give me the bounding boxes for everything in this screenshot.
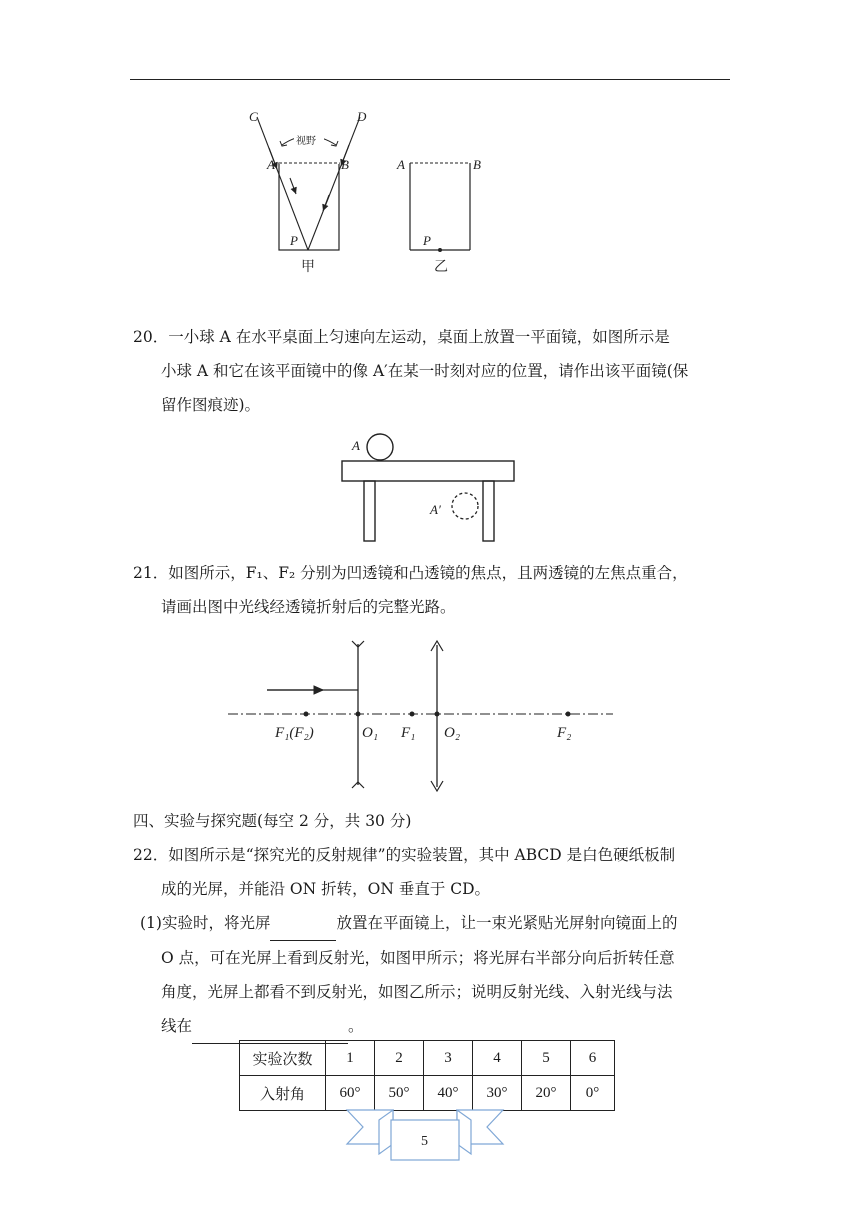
q22-line-2: 成的光屏，并能沿 ON 折转，ON 垂直于 CD。 <box>161 880 491 898</box>
label-ball-a: A <box>352 438 360 453</box>
table-cell: 3 <box>424 1041 473 1076</box>
table-cell: 2 <box>375 1041 424 1076</box>
label-ball-image: A′ <box>430 502 441 517</box>
label-p-jia: P <box>290 233 298 248</box>
figure-field-of-view <box>240 105 500 285</box>
table-cell: 0° <box>571 1076 615 1111</box>
ball-image <box>452 493 478 519</box>
q22-part-1 <box>140 906 740 1044</box>
field-of-view-label: 视野 <box>296 136 316 147</box>
table-cell: 30° <box>473 1076 522 1111</box>
question-22 <box>133 838 733 906</box>
q21-line-1: 21．如图所示，F₁、F₂ 分别为凹透镜和凸透镜的焦点，且两透镜的左焦点重合， <box>133 564 688 582</box>
answer-blank-1[interactable] <box>270 906 336 941</box>
incidence-angle-table <box>239 1040 615 1111</box>
label-a-jia: A <box>267 157 275 172</box>
q20-line-3: 留作图痕迹)。 <box>161 396 261 414</box>
table-row <box>240 1041 615 1076</box>
question-21 <box>133 556 733 624</box>
label-a-yi: A <box>397 157 405 172</box>
q22-part1-line-3: 角度，光屏上都看不到反射光，如图乙所示；说明反射光线、入射光线与法 <box>161 983 673 1001</box>
label-p-yi: P <box>423 233 431 248</box>
label-o2: O₂ <box>444 725 461 741</box>
q20-line-1: 20．一小球 A 在水平桌面上匀速向左运动，桌面上放置一平面镜，如图所示是 <box>133 328 670 346</box>
table-cell: 60° <box>326 1076 375 1111</box>
answer-blank-2[interactable] <box>192 1009 348 1044</box>
table-cell: 40° <box>424 1076 473 1111</box>
q22-part1-prefix: (1)实验时，将光屏 <box>140 914 271 932</box>
q21-line-2: 请画出图中光线经透镜折射后的完整光路。 <box>161 598 456 616</box>
q22-part1-line4-prefix: 线在 <box>161 1017 193 1035</box>
label-f2: F₂ <box>557 725 572 741</box>
q22-part1-line-2: O 点，可在光屏上看到反射光，如图甲所示；将光屏右半部分向后折转任意 <box>161 949 675 967</box>
box-jia <box>279 163 339 250</box>
table-cell: 5 <box>522 1041 571 1076</box>
caption-jia: 甲 <box>301 259 315 275</box>
table-cell: 20° <box>522 1076 571 1111</box>
page-number: 5 <box>421 1134 428 1149</box>
label-b-yi: B <box>473 157 481 172</box>
label-f1: F₁ <box>401 725 416 741</box>
label-d: D <box>357 109 367 124</box>
label-b-jia: B <box>341 157 349 172</box>
label-f1f2: F₁(F₂) <box>275 725 314 741</box>
figure-table-ball <box>330 425 530 550</box>
caption-yi: 乙 <box>434 259 448 275</box>
question-20 <box>133 320 733 422</box>
table-cell: 实验次数 <box>240 1041 326 1076</box>
table-cell: 6 <box>571 1041 615 1076</box>
table-cell: 1 <box>326 1041 375 1076</box>
label-o1: O₁ <box>362 725 379 741</box>
q22-part1-line4-suffix: 。 <box>348 1017 364 1035</box>
figure-lenses <box>225 635 620 795</box>
page-number-ribbon <box>345 1104 505 1168</box>
label-c: C <box>249 109 258 124</box>
table-cell: 4 <box>473 1041 522 1076</box>
table-cell: 入射角 <box>240 1076 326 1111</box>
q22-part1-after-blank: 放置在平面镜上，让一束光紧贴光屏射向镜面上的 <box>336 914 678 932</box>
ball-a <box>367 434 393 460</box>
q20-line-2: 小球 A 和它在该平面镜中的像 A′在某一时刻对应的位置，请作出该平面镜(保 <box>161 362 689 380</box>
header-rule <box>130 79 730 80</box>
table-cell: 50° <box>375 1076 424 1111</box>
section-4-heading: 四、实验与探究题(每空 2 分，共 30 分) <box>133 812 412 830</box>
q22-line-1: 22．如图所示是“探究光的反射规律”的实验装置，其中 ABCD 是白色硬纸板制 <box>133 846 676 864</box>
